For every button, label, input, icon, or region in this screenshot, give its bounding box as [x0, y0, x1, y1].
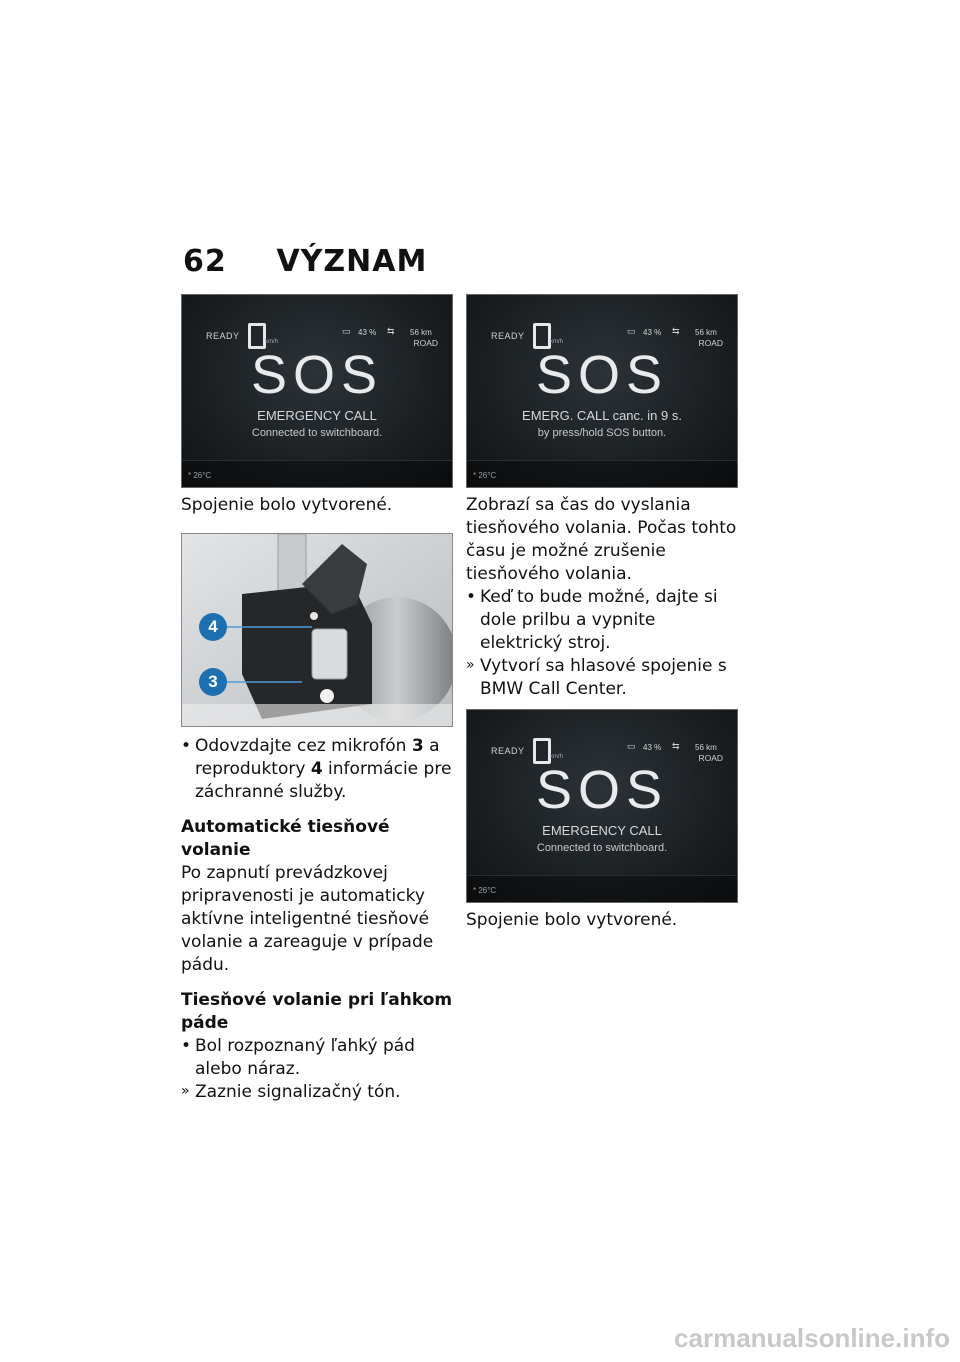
- battery-icon: ▭: [627, 326, 636, 336]
- left-column: [181, 294, 453, 1104]
- speed-unit: km/h: [550, 339, 564, 345]
- watermark: carmanualsonline.info: [674, 1323, 950, 1353]
- caption-countdown: Zobrazí sa čas do vyslania tiesňového volania. Počas tohto času je možné zrušenie tiesňového volania.: [466, 495, 737, 584]
- result-voice-connection: » Vytvorí sa hlasové spojenie s BMW Call Center.: [466, 655, 738, 701]
- temperature: * 26°C: [188, 471, 212, 480]
- sos-detail: Connected to switchboard.: [536, 842, 668, 854]
- status-bar: [467, 875, 737, 902]
- bullet-remove-helmet: • Keď to bude možné, dajte si dole prilbu a vypnite elektrický stroj.: [466, 586, 738, 655]
- ready-label: READY: [491, 746, 525, 756]
- ride-mode: ROAD: [413, 338, 438, 348]
- sos-display-cancel: [466, 294, 738, 488]
- status-bar: [182, 460, 452, 487]
- ready-label: READY: [491, 331, 525, 341]
- range-value: 56 km: [410, 328, 432, 337]
- caption-connected: Spojenie bolo vytvorené.: [181, 495, 393, 515]
- page-header: [183, 244, 427, 279]
- sos-status: EMERG. CALL canc. in 9 s.: [522, 408, 682, 423]
- bullet-transmit-info: • Odovzdajte cez mikrofón 3 a reproduktory 4 informácie pre záchranné služby.: [181, 735, 453, 804]
- result-signal-tone: » Zaznie signalizačný tón.: [181, 1081, 453, 1104]
- sos-title: SOS: [535, 760, 669, 820]
- sos-title: SOS: [250, 345, 384, 405]
- ride-mode: ROAD: [698, 753, 723, 763]
- callout-3-microphone: 3: [199, 668, 227, 696]
- status-bar: [467, 460, 737, 487]
- caption-connected-2: Spojenie bolo vytvorené.: [466, 910, 678, 930]
- sos-status: EMERGENCY CALL: [542, 823, 662, 838]
- speed-unit: km/h: [550, 754, 564, 760]
- heading-automatic-call: Automatické tiesňové volanie: [181, 817, 390, 860]
- sos-detail: by press/hold SOS button.: [537, 427, 667, 439]
- temperature: * 26°C: [473, 471, 497, 480]
- para-automatic-call: Po zapnutí prevádzkovej pripravenosti je automaticky aktívne inteligentné tiesňové volanie a zareaguje v prípade pádu.: [181, 863, 434, 975]
- temperature: * 26°C: [473, 886, 497, 895]
- right-column: [466, 294, 738, 932]
- range-value: 56 km: [695, 743, 717, 752]
- battery-icon: ▭: [627, 741, 636, 751]
- ready-label: READY: [206, 331, 240, 341]
- range-value: 56 km: [695, 328, 717, 337]
- sos-status: EMERGENCY CALL: [257, 408, 377, 423]
- range-icon: ⇆: [672, 741, 680, 751]
- heading-light-fall: Tiesňové volanie pri ľahkom páde: [181, 990, 453, 1033]
- charge-level: 43 %: [643, 743, 662, 752]
- range-icon: ⇆: [672, 326, 680, 336]
- charge-level: 43 %: [643, 328, 662, 337]
- battery-icon: ▭: [342, 326, 351, 336]
- callout-4-speaker: 4: [199, 613, 227, 641]
- speed-unit: km/h: [265, 339, 279, 345]
- ride-mode: ROAD: [698, 338, 723, 348]
- page-number: 62: [183, 244, 227, 279]
- sos-display-connected-2: [466, 709, 738, 903]
- sos-detail: Connected to switchboard.: [251, 427, 383, 439]
- handlebar-photo: [181, 533, 453, 727]
- page-title: VÝZNAM: [276, 244, 428, 279]
- range-icon: ⇆: [387, 326, 395, 336]
- sos-title: SOS: [535, 345, 669, 405]
- charge-level: 43 %: [358, 328, 377, 337]
- bullet-light-fall: • Bol rozpoznaný ľahký pád alebo náraz.: [181, 1035, 453, 1081]
- sos-display-connected: [181, 294, 453, 488]
